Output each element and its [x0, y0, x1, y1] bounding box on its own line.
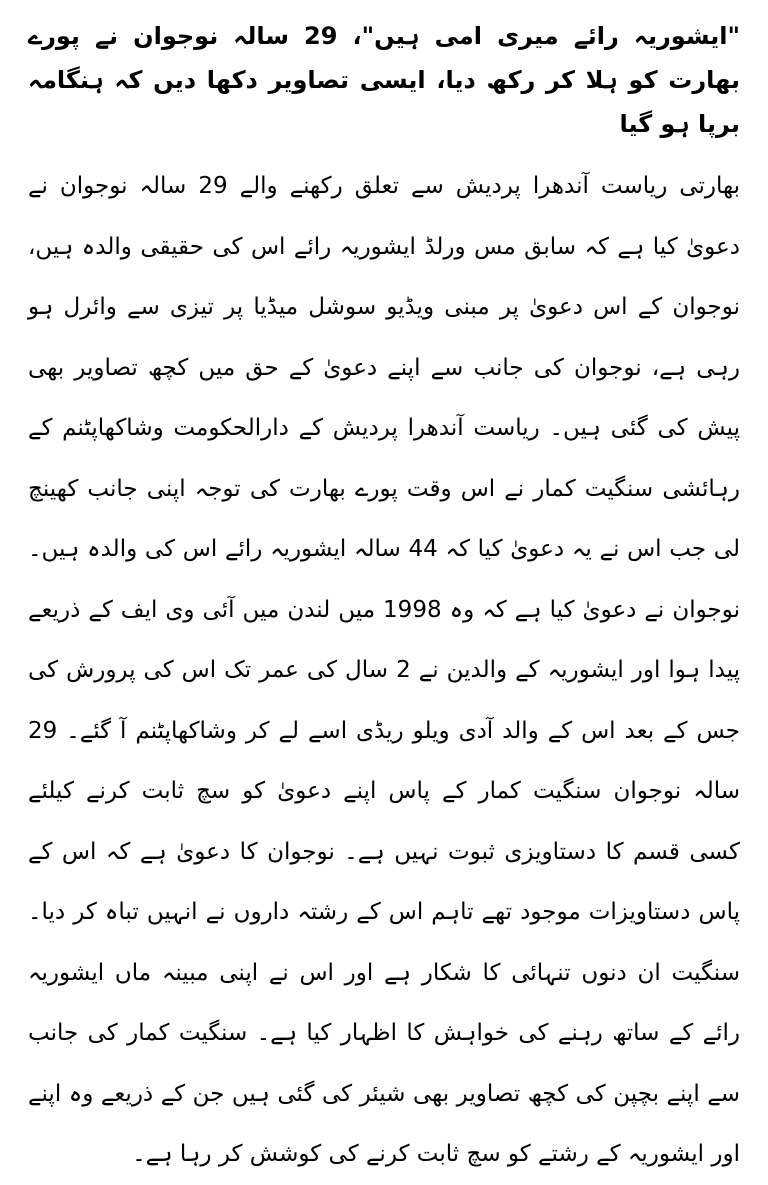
article [28, 14, 740, 1185]
article-headline: "ایشوریہ رائے میری امی ہیں"، 29 سالہ نوجوان نے پورے بھارت کو ہلا کر رکھ دیا، ایسی تصاویر دکھا دیں کہ ہنگامہ برپا ہو گیا [28, 22, 740, 138]
article-body: بھارتی ریاست آندھرا پردیش سے تعلق رکھنے والے 29 سالہ نوجوان نے دعویٰ کیا ہے کہ سابق مس ورلڈ ایشوریہ رائے اس کی حقیقی والدہ ہیں، نوجوان کے اس دعویٰ پر مبنی ویڈیو سوشل میڈیا پر تیزی سے وائرل ہو رہی ہے، نوجوان کی جانب سے اپنے دعویٰ کے حق میں کچھ تصاویر بھی پیش کی گئی ہیں۔ ریاست آندھرا پردیش کے دارالحکومت وشاکھاپٹنم کے رہائشی سنگیت کمار نے اس وقت پورے بھارت کی توجہ اپنی جانب کھینچ لی جب اس نے یہ دعویٰ کیا کہ 44 سالہ ایشوریہ رائے اس کی والدہ ہیں۔ نوجوان نے دعویٰ کیا ہے کہ وہ 1998 میں لندن میں آئی وی ایف کے ذریعے پیدا ہوا اور ایشوریہ کے والدین نے 2 سال کی عمر تک اس کی پرورش کی جس کے بعد اس کے والد آدی ویلو ریڈی اسے لے کر وشاکھاپٹنم آ گئے۔ 29 سالہ نوجوان سنگیت کمار کے پاس اپنے دعویٰ کو سچ ثابت کرنے کیلئے کسی قسم کا دستاویزی ثبوت نہیں ہے۔ نوجوان کا دعویٰ ہے کہ اس کے پاس دستاویزات موجود تھے تاہم اس کے رشتہ داروں نے انہیں تباہ کر دیا۔ سنگیت ان دنوں تنہائی کا شکار ہے اور اس نے اپنی مبینہ ماں ایشوریہ رائے کے ساتھ رہنے کی خواہش کا اظہار کیا ہے۔ سنگیت کمار کی جانب سے اپنے بچپن کی کچھ تصاویر بھی شیئر کی گئی ہیں جن کے ذریعے وہ اپنے اور ایشوریہ کے رشتے کو سچ ثابت کرنے کی کوشش کر رہا ہے۔ [28, 173, 740, 1167]
